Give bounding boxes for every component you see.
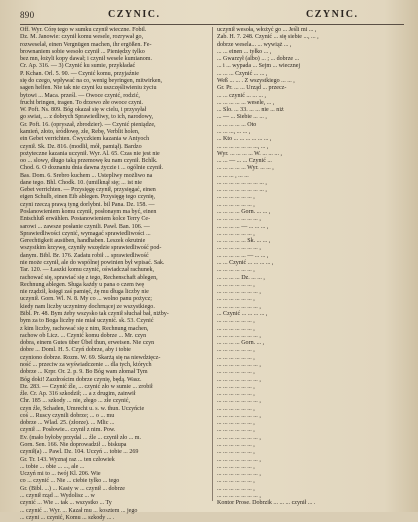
- text-line: ... czyni ... czynić, Komu ... szkody ... .: [20, 514, 115, 521]
- text-line: co ... czynić ... Nie ... ciebie tylko ... tego: [20, 478, 120, 485]
- text-line: ... ... ... ... ... Wyr. ... ... ,: [217, 165, 274, 172]
- text-line: ... ... ... ... ... ... ... ,: [217, 493, 261, 499]
- column-divider: [212, 27, 213, 501]
- text-line: ... Czynić ... ... ... ... ,: [217, 310, 268, 317]
- text-line: ... ... ... ... ... ... ,: [217, 201, 255, 208]
- text-line: ... ... ... ... ... ... ... ,: [217, 376, 261, 383]
- text-line: ... ... ... ... ... ... ,: [217, 442, 255, 449]
- text-line: ... ... ... ... ... ... ,: [217, 420, 255, 427]
- text-line: bez mn, łożyli kopy dawał; i czynił wesele kumianom.: [20, 56, 152, 63]
- header-rule: [20, 24, 404, 25]
- text-line: danym. Bibl. Br. 176. Zadatu robił ... sprawiedliwość: [20, 252, 149, 259]
- text-line: rozweselał, einen Vergnügen machen, ihr ergößen. Fe-: [20, 41, 152, 48]
- text-line: ... ... ... Czynić ... ... ,: [217, 70, 268, 77]
- text-line: ... ... ... ... ... wesele, ... ,: [217, 99, 275, 106]
- text-line: ... ... ... ... Gorn. ... ... ,: [217, 209, 271, 216]
- text-line: ... ... ... ... ... ... ,: [217, 478, 255, 485]
- text-line: frucht bringen, tragen. To drzewo złe owoce czyni.: [20, 99, 144, 106]
- text-line: bym za to Boga liczby nie miał uczynić. sk. 53. Czynić: [20, 318, 154, 325]
- text-line: ... ... ... ... ... ... ,: [217, 296, 255, 303]
- text-line: czyni rzeczą prawą tyng dorlybni. bil Pana. Dz. 158. —: [20, 201, 155, 208]
- text-line: Cr. Ap. 316. — 3) Czynić ku sumie, przykładać: [20, 63, 136, 70]
- text-line: ... Slo. ... 33. ... ... nie ... niż: [217, 107, 284, 114]
- text-line: ... ... ... ... — ... ... ... ,: [217, 223, 269, 230]
- text-line: dobra, einem Gutes über Übel thun, erweisen. Nie czyn: [20, 340, 155, 347]
- text-line: uczynił. Gorn. Wl. N. 8. My co ... wolno panu pożycz;: [20, 296, 152, 303]
- text-line: ... — ... Siebie ... ... ,: [217, 114, 267, 121]
- text-line: Off. Wyr. Córę tego w sumku czynił wieczne. Fobil.: [20, 27, 147, 33]
- text-line: ... ... ... ... ... ... ,: [217, 369, 255, 376]
- text-line: ... ... czynić ... ... ... ,: [217, 92, 267, 99]
- text-line: sagen helfen. Nie tak nie czyni ku uszczęśliwieniu życiu: [20, 85, 157, 92]
- left-column: [20, 27, 207, 521]
- text-line: Gr. (Bibl. ...) ... Kasiy w ... czynił ... dobrze: [20, 485, 125, 492]
- text-line: z kim liczby, rachować się z nim, Rechnung machen,: [20, 325, 149, 332]
- text-line: ein Gebet verrichten. Ćwyczkiem kazania w Antyoch: [20, 136, 150, 143]
- text-line: uczynił wesoła, włożyć go ... Jeśli mi ... ,: [217, 27, 317, 33]
- text-line: ... ... ... ... ... ... ... ,: [217, 332, 261, 339]
- text-line: czynił ... Posłowie... czynił z nim. Pow.: [20, 427, 116, 434]
- text-line: ... ... ... ... ... ... ,: [217, 267, 255, 274]
- right-column: [217, 27, 404, 507]
- text-line: sarowi ... zawsze posłanie czynili. Pawł. Ban. 106. —: [20, 223, 150, 230]
- running-head-left: CZYNIC.: [108, 9, 161, 20]
- text-line: ... Kto ... ... ... ... ... ... ,: [217, 136, 272, 143]
- text-line: Kontor Prose. Dobrzik ... ... ... czynił ... .: [217, 500, 316, 507]
- text-line: ... ... ... ... ... ... ... ,: [217, 412, 261, 419]
- text-line: czyniono dobrze. Rozm. W. 69. Skarżą się na niewdzięcz-: [20, 354, 161, 361]
- text-line: ... ... ... ... ... ... ,: [217, 194, 255, 201]
- text-line: Entschluß erwählen. Postanowieniem kolce Terry Ce-: [20, 216, 151, 223]
- text-line: Dz. M. Janowie: czynił komu wesele, rozrywał go,: [20, 34, 144, 41]
- text-line: brownaniem sobie wesoło czynił ... Pieniędzy tylko: [20, 48, 145, 55]
- text-line: ... ... ... ... ... ... ... ,: [217, 303, 261, 310]
- text-line: wszystkim krzywę, czyniły wszędzie sprawiedliwość pod-: [20, 245, 162, 252]
- text-line: Poslanowieniem komu czynił, posłonaym ma być, einen: [20, 209, 157, 216]
- text-line: ... ... ... ... ... ... ,: [217, 347, 255, 354]
- text-line: ... ... ... ... ... ... ... ,: [217, 289, 261, 296]
- text-line: Chr. 185 ... szkody ... nie, złego ... złe czynić,: [20, 398, 130, 405]
- text-line: P. Kchan. Orl. 5. 90. — Czynić komu, przyjaźnie: [20, 70, 139, 77]
- text-line: dane tego. Bhl. Chodk. 10. (umilknął się; ... ist nie: [20, 179, 142, 186]
- text-line: ... tobie ... obie ... ..., ale ...: [20, 463, 85, 470]
- text-line: ... czynić ... Wyr. ... Kazał mu ... kosztem ... jego: [20, 507, 138, 514]
- text-line: dobre ... Doml. H. 5. Czyń dobrze, aby i tobie: [20, 347, 131, 354]
- text-line: Gebet verrichten. — Przysięgę czynił, przysięgać, einen: [20, 187, 156, 194]
- text-line: Bas. Dom. 6. Srebro kuchem ... Ustepliwy możliwo na: [20, 172, 153, 179]
- text-line: czynił(a) ... Pawl. Dz. 104. Uczyń ... tobie ... 269: [20, 449, 139, 456]
- page-number: 890: [20, 10, 35, 20]
- text-line: kamień, złoto, śródłowę, złe, Rebę, Verblit holen,: [20, 128, 140, 135]
- text-line: ność ... przeciw za wyświadczenie ... dla tych, których: [20, 361, 152, 368]
- text-line: ... ... Czynić ... ... ... ... ,: [217, 260, 274, 266]
- text-line: Rechnung ablegen. Sługa każdy u pana o czem twę: [20, 281, 145, 288]
- text-line: oo ... slowy, długo taką przemowę ku nam czynił. Bchlk.: [20, 158, 158, 165]
- text-line: Gr. Pr. ... ... Urząd ... przecz-: [217, 85, 287, 92]
- text-line: ... ... ... ... ... ... ,: [217, 391, 255, 398]
- text-line: ... ... ... , ... ...: [217, 172, 249, 179]
- text-line: eigen Schulb, einen Eib ablegen. Przysięgę tego czynię,: [20, 194, 156, 201]
- text-line: ... ... ... ... ... ... ,: [217, 230, 255, 237]
- text-line: dobrze ... Wlad. 25. (złorze). ... Mlic ...: [20, 420, 115, 427]
- text-line: ... ... — ... ... Czynić ...: [217, 158, 272, 165]
- text-line: ... ... ... ... ... ... ,: [217, 449, 255, 456]
- text-line: bytowi ... Maca. prześl. — Owoce czynić, rodzić,: [20, 92, 140, 99]
- text-line: ... ... ... ... ... ... ... ,: [217, 471, 261, 478]
- text-line: czynił. Sk. Dz. 816. (modlił, mół, pamiął). Bardzo: [20, 143, 142, 150]
- text-line: pożyteczne kazania uczynił. Wyr. Al. 65. Czas nie jest nie: [20, 150, 160, 157]
- text-line: Tar. 120. — Łaszki komu czynić, oświadczał rachunek,: [20, 267, 155, 274]
- text-line: czynić ... Wie ... tak ... wszystko ... Ty: [20, 500, 112, 507]
- text-line: źle. Cr. Ap. 316 szkodził; ... a z drugim, zainwił: [20, 391, 136, 398]
- text-line: nie może czynił, ale do wspólnej powinien był wpisać. Sak.: [20, 260, 165, 266]
- text-line: czyn źle, Schaden, Umrecht u. s. w. thun. Uczyńcie: [20, 405, 145, 412]
- text-line: ... ... ... ... ... ... ,: [217, 405, 255, 412]
- text-line: Gr. Poft. 16. (opryszał, zbrodzier). — Czynić pieniądze,: [20, 121, 156, 128]
- text-line: rachować się, sprawiać się z tego, Rechenschaft ablegen,: [20, 274, 158, 281]
- page-header: [20, 9, 404, 23]
- text-line: Zab. H. 7. 248. Czynić ... się siebie ..., ... ,: [217, 34, 319, 41]
- text-line: ... ... ... ... ... ... ,: [217, 318, 255, 325]
- text-line: się do czego, wpływać na co, wenig beyringen, mitwirken,: [20, 77, 163, 84]
- text-line: Dz. 283. — Czynić źle, ... czynić zło w sumie ... zrobił: [20, 383, 153, 390]
- text-line: ... ... ... ... ... ... ... ,: [217, 245, 261, 252]
- text-line: ... ... ... ... ... ... ..., ... ,: [217, 143, 269, 150]
- text-line: ... ... ... ... Gorn. ... ,: [217, 340, 265, 347]
- text-line: ... ... ... ... ... ... ,: [217, 485, 255, 492]
- text-line: Uczyń mi to ... twój Kl. 206. Wie: [20, 471, 101, 478]
- text-line: ... ... ... ... ... ... ,: [217, 281, 255, 288]
- text-line: ... ... ... ... ... ... ,: [217, 463, 255, 470]
- text-line: ... ... ... ... ... ... ,: [217, 383, 255, 390]
- text-line: Weß ... ... . Z wszystkiego ... ... ,: [217, 77, 295, 84]
- running-head-right: CZYNIC.: [306, 9, 359, 20]
- text-line: ... ... ... ... ... ... ,: [217, 354, 255, 361]
- text-line: W. Poft. Ns. 809. Bóg okazał się w cielu, i przysyłał: [20, 107, 147, 114]
- text-line: ... ... ... ... ... ... ... ,: [217, 456, 261, 463]
- text-line: ... ... ... ... ... ... ... ... ,: [217, 179, 267, 186]
- text-line: ... ... ..., ... ... ,: [217, 128, 251, 135]
- text-line: ... ... ... ... ... ... ... ,: [217, 398, 261, 405]
- text-line: ... i ... wypada ... Sejm ... wiecznej: [217, 63, 301, 70]
- text-line: ... ... ... ... ... ... ... ,: [217, 434, 261, 441]
- text-line: Chod. 6. O doznaniu dnia dawna życzie i ... ogólnie czynił.: [20, 165, 164, 172]
- text-line: ... ... ... ... ... ... ... ... ,: [217, 187, 267, 194]
- text-line: ... ... einen ... tyłko ... ,: [217, 48, 272, 55]
- text-line: Sprawiedliwości czynić, wymagać sprawiedliwości ...: [20, 230, 151, 237]
- text-line: ... ... ... ... ... ... ,: [217, 325, 255, 332]
- text-line: go swiat, ... z dobrych Sprawiedliwy, to ich, narodowy,: [20, 114, 154, 121]
- text-line: ... Gwarzył (albo) ... ; ... dobrze ...: [217, 56, 300, 63]
- text-line: Ev. (mało byłoby przydal ... źle ... czynił zło ... m.: [20, 434, 142, 441]
- text-line: ... ... ... ... ... ... ... ,: [217, 361, 261, 368]
- text-line: ... ... ... ... ... Oto: [217, 121, 257, 128]
- text-line: ... ... ... ... ... ... ,: [217, 427, 255, 434]
- text-line: ... ... ... ... ... — ... ... ,: [217, 252, 269, 259]
- text-line: Wyr. ... ... ... ... W. ... ... ... ,: [217, 150, 282, 157]
- text-line: ... ... ... ... ... ... ... ,: [217, 216, 261, 223]
- text-line: ... ... ... ... Dz. ... ... ,: [217, 274, 265, 281]
- text-line: Bóg doki! Zazdrościm dobrze czynię, będą. Wasz.: [20, 376, 142, 383]
- text-line: rachow ob Licz. ... Czynić komu dobrze ... Mr. czyn: [20, 332, 147, 339]
- text-line: nie rządził, księgi zaś pamięć, żę mu długa liczby nie: [20, 289, 149, 296]
- text-line: Gr. Tr. 143. Wyznaj raz ... ten człowiek: [20, 456, 115, 463]
- text-line: dobrze wesela... ... wywiąż ... ,: [217, 41, 292, 48]
- text-line: Gerechtigkeit ausüben, handhaben. Leszek okrutnie: [20, 238, 146, 245]
- text-line: dobrze ... Krpr. Or. 2. p. 9. Bo Bóg wam złomał Tym: [20, 369, 148, 376]
- text-line: Gorn. Sen. 166. Nie doprowadził ... biskupa: [20, 442, 127, 449]
- text-line: coś ... Ruscy czynili dobrze; ... o ... mu: [20, 412, 115, 419]
- text-line: kiedy nam liczby uczynimy dochrnącej ze wszystkiego.: [20, 303, 155, 310]
- text-line: ... ... ... ... ... Sk. ... ... ,: [217, 238, 271, 245]
- text-line: ... czynił rząd ... Wydolisz ... w: [20, 493, 95, 499]
- text-line: Bibl. Pr. 48. Bym żeby wszysko tak czynił słuchał bał, niżby-: [20, 310, 169, 317]
